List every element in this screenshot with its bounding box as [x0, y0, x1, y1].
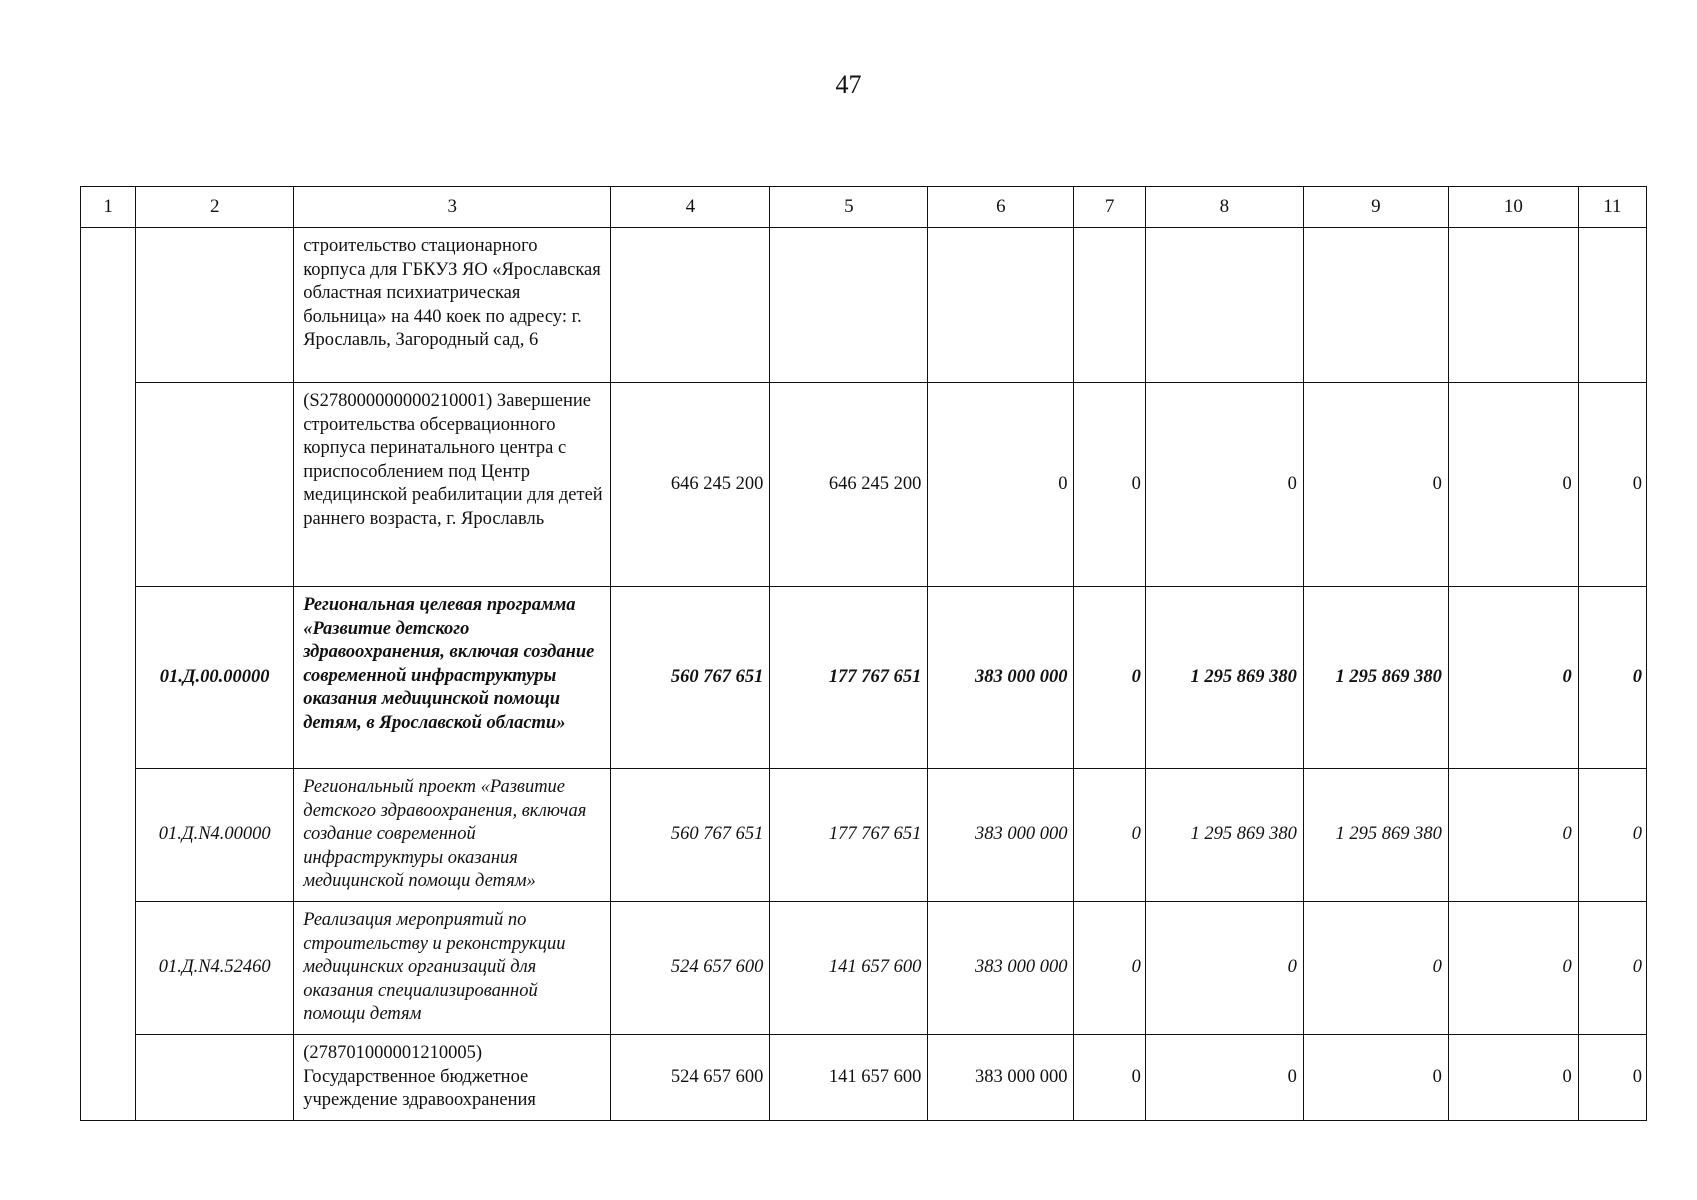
value-cell-6: 383 000 000 — [928, 1035, 1074, 1121]
value-cell-9: 0 — [1303, 383, 1448, 587]
value-cell-7: 0 — [1074, 383, 1145, 587]
column-header-11: 11 — [1578, 187, 1646, 228]
value-cell-8 — [1145, 228, 1303, 383]
description-cell: Региональная целевая программа «Развитие детского здравоохранения, включая создание современной инфраструктуры оказания медицинской помощи детям, в Ярославской области» — [294, 587, 611, 769]
value-cell-11: 0 — [1578, 902, 1646, 1035]
column-header-7: 7 — [1074, 187, 1145, 228]
value-cell-5: 177 767 651 — [770, 587, 928, 769]
code-cell — [136, 383, 294, 587]
value-cell-6 — [928, 228, 1074, 383]
value-cell-11: 0 — [1578, 769, 1646, 902]
value-cell-7: 0 — [1074, 769, 1145, 902]
table-row — [81, 1035, 1647, 1121]
code-cell: 01.Д.00.00000 — [136, 587, 294, 769]
page-number: 47 — [835, 70, 862, 99]
value-cell-8: 0 — [1145, 902, 1303, 1035]
value-cell-10: 0 — [1448, 902, 1578, 1035]
table-row — [81, 383, 1647, 587]
value-cell-7: 0 — [1074, 902, 1145, 1035]
value-cell-9: 1 295 869 380 — [1303, 587, 1448, 769]
value-cell-4: 524 657 600 — [611, 902, 770, 1035]
column-header-3: 3 — [294, 187, 611, 228]
value-cell-4 — [611, 228, 770, 383]
column-header-8: 8 — [1145, 187, 1303, 228]
value-cell-11 — [1578, 228, 1646, 383]
value-cell-6: 383 000 000 — [928, 587, 1074, 769]
value-cell-10: 0 — [1448, 383, 1578, 587]
table-row — [81, 769, 1647, 902]
value-cell-10 — [1448, 228, 1578, 383]
value-cell-4: 524 657 600 — [611, 1035, 770, 1121]
value-cell-5: 141 657 600 — [770, 1035, 928, 1121]
value-cell-4: 646 245 200 — [611, 383, 770, 587]
value-cell-6: 383 000 000 — [928, 902, 1074, 1035]
value-cell-7: 0 — [1074, 1035, 1145, 1121]
budget-table — [80, 186, 1647, 1121]
value-cell-8: 1 295 869 380 — [1145, 587, 1303, 769]
value-cell-11: 0 — [1578, 383, 1646, 587]
table-header-row — [81, 187, 1647, 228]
description-cell: строительство стационарного корпуса для ГБКУЗ ЯО «Ярославская областная психиатрическая больница» на 440 коек по адресу: г. Ярославль, Загородный сад, 6 — [294, 228, 611, 383]
table-row — [81, 902, 1647, 1035]
value-cell-5: 141 657 600 — [770, 902, 928, 1035]
value-cell-9: 0 — [1303, 1035, 1448, 1121]
value-cell-11: 0 — [1578, 1035, 1646, 1121]
table-row — [81, 228, 1647, 383]
value-cell-7: 0 — [1074, 587, 1145, 769]
value-cell-8: 0 — [1145, 383, 1303, 587]
code-cell: 01.Д.N4.00000 — [136, 769, 294, 902]
value-cell-10: 0 — [1448, 769, 1578, 902]
value-cell-4: 560 767 651 — [611, 587, 770, 769]
code-cell — [136, 228, 294, 383]
description-cell: (S278000000000210001) Завершение строительства обсервационного корпуса перинатального центра с приспособлением под Центр медицинской реабилитации для детей раннего возраста, г. Ярославль — [294, 383, 611, 587]
column-header-6: 6 — [928, 187, 1074, 228]
code-cell — [136, 1035, 294, 1121]
column-header-2: 2 — [136, 187, 294, 228]
value-cell-10: 0 — [1448, 1035, 1578, 1121]
code-cell: 01.Д.N4.52460 — [136, 902, 294, 1035]
value-cell-6: 383 000 000 — [928, 769, 1074, 902]
group-number-cell — [81, 228, 136, 1121]
description-cell: (278701000001210005) Государственное бюджетное учреждение здравоохранения — [294, 1035, 611, 1121]
value-cell-10: 0 — [1448, 587, 1578, 769]
value-cell-4: 560 767 651 — [611, 769, 770, 902]
value-cell-5 — [770, 228, 928, 383]
table-row — [81, 587, 1647, 769]
value-cell-5: 177 767 651 — [770, 769, 928, 902]
value-cell-9: 1 295 869 380 — [1303, 769, 1448, 902]
column-header-4: 4 — [611, 187, 770, 228]
value-cell-8: 1 295 869 380 — [1145, 769, 1303, 902]
value-cell-5: 646 245 200 — [770, 383, 928, 587]
description-cell: Региональный проект «Развитие детского здравоохранения, включая создание современной инфраструктуры оказания медицинской помощи детям» — [294, 769, 611, 902]
value-cell-9 — [1303, 228, 1448, 383]
column-header-10: 10 — [1448, 187, 1578, 228]
column-header-1: 1 — [81, 187, 136, 228]
description-cell: Реализация мероприятий по строительству и реконструкции медицинских организаций для оказания специализированной помощи детям — [294, 902, 611, 1035]
column-header-5: 5 — [770, 187, 928, 228]
value-cell-7 — [1074, 228, 1145, 383]
value-cell-11: 0 — [1578, 587, 1646, 769]
value-cell-6: 0 — [928, 383, 1074, 587]
column-header-9: 9 — [1303, 187, 1448, 228]
value-cell-8: 0 — [1145, 1035, 1303, 1121]
value-cell-9: 0 — [1303, 902, 1448, 1035]
